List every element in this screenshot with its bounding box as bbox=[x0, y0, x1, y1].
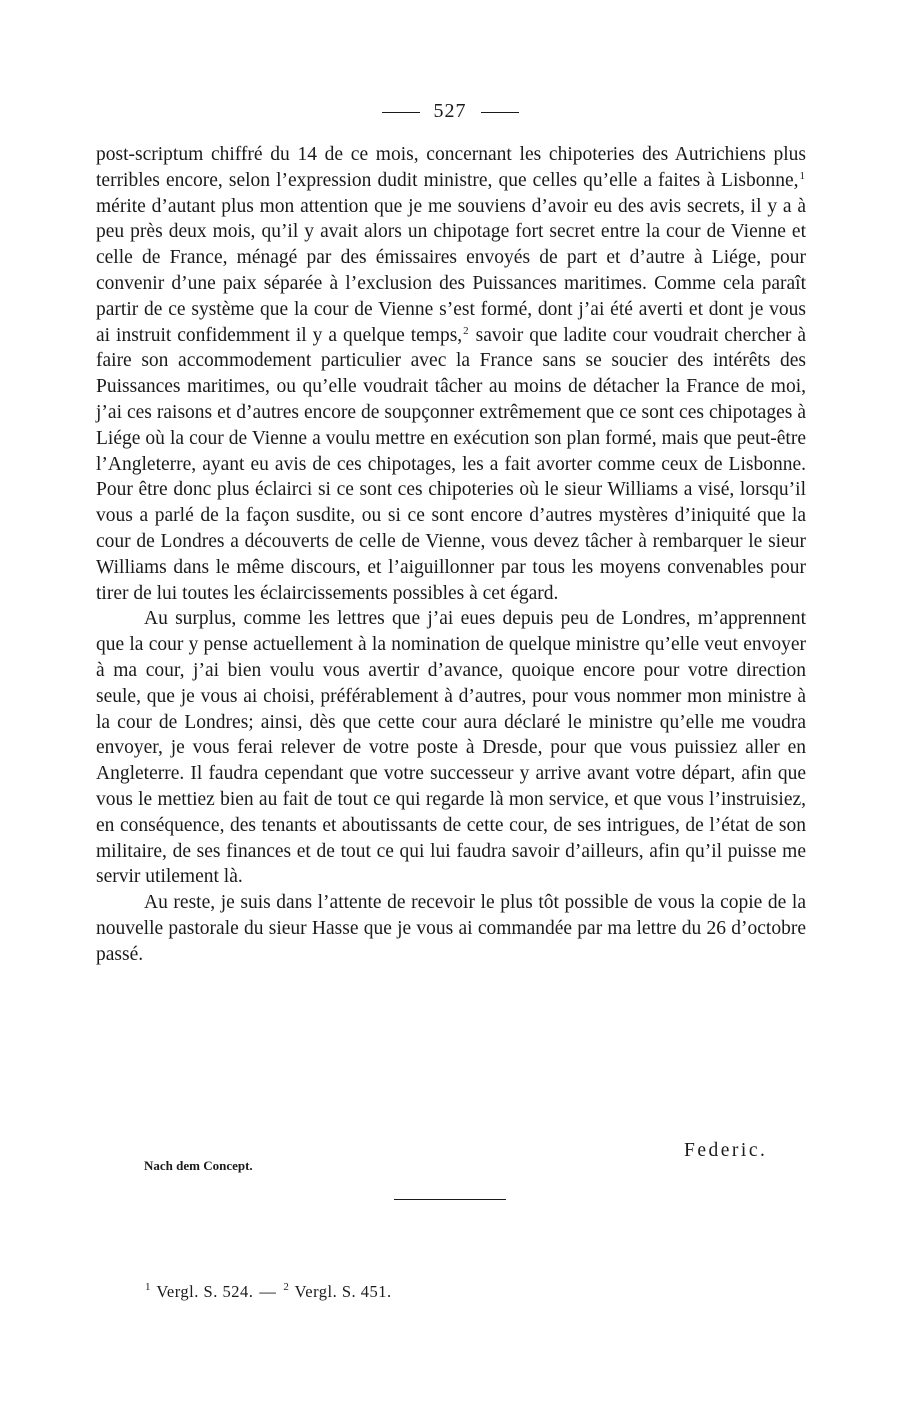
paragraph-text: post-scriptum chiffré du 14 de ce mois, concernant les chipoteries des Autrichiens plus terribles encore, selon l’expression dudit ministre, que celles qu’elle a faites à Lisbonne, bbox=[96, 144, 806, 191]
header-dash-right bbox=[481, 112, 519, 113]
footnotes bbox=[144, 1282, 392, 1302]
paragraph-text: savoir que ladite cour voudrait chercher à faire son accommodement particulier avec la France sans se soucier des intérêts des Puissances maritimes, ou qu’elle voudrait tâcher au moins de détacher la France de moi, j’ai ces raisons et d’autres encore de soupçonner extrêmement que ce sont ces chipotages à Liége où la cour de Vienne a voulu mettre en exécution son plan formé, mais que peut-être l’Angleterre, ayant eu avis de ces chipotages, les a fait avorter comme ceux de Lisbonne. Pour être donc plus éclairci si ce sont ces chipoteries où le sieur Williams a visé, lorsqu’il vous a parlé de la façon susdite, ou si ce sont encore d’autres mystères d’iniquité que la cour de Londres a découverts de celle de Vienne, vous devez tâcher à rembarquer le sieur Williams dans le même discours, et l’aiguillonner par tous les moyens convenables pour tirer de lui toutes les éclaircissements possibles à cet égard. bbox=[96, 324, 806, 604]
footnote-2 bbox=[282, 1282, 391, 1301]
footnote-text: Vergl. S. 451. bbox=[294, 1282, 392, 1301]
page-number: 527 bbox=[433, 100, 467, 122]
source-note: Nach dem Concept. bbox=[144, 1158, 253, 1173]
header-dash-left bbox=[382, 112, 420, 113]
footnote-marker: 2 bbox=[283, 1281, 290, 1293]
signature: Federic. bbox=[684, 1140, 768, 1161]
footnote-marker: 1 bbox=[145, 1281, 151, 1293]
paragraph bbox=[96, 890, 806, 967]
paragraph bbox=[96, 142, 806, 606]
footnote-reference: 1 bbox=[799, 169, 805, 182]
body-text bbox=[96, 142, 806, 968]
footnote-1 bbox=[144, 1282, 253, 1301]
paragraph-text: Au reste, je suis dans l’attente de recevoir le plus tôt possible de vous la copie de la nouvelle pastorale du sieur Hasse que je vous ai commandée par ma lettre du 26 d’octobre passé. bbox=[96, 892, 806, 965]
footnote-separator-rule bbox=[394, 1199, 506, 1200]
paragraph-text: mérite d’autant plus mon attention que je me souviens d’avoir eu des avis secrets, il y a à peu près deux mois, qu’il y avait alors un chipotage fort secret entre la cour de Vienne et celle de France, ménagé par des émissaires envoyés de part et d’autre à Liége, pour convenir d’une paix séparée à l’exclusion des Puissances maritimes. Comme cela paraît partir de ce système que la cour de Vienne s’est formé, dont j’ai été averti et dont je vous ai instruit confidemment il y a quelque temps, bbox=[96, 195, 806, 346]
footnote-reference: 2 bbox=[463, 324, 469, 337]
footnote-separator: — bbox=[259, 1282, 277, 1301]
page-number-header bbox=[0, 100, 900, 123]
footnote-text: Vergl. S. 524. bbox=[156, 1282, 254, 1301]
paragraph bbox=[96, 606, 806, 890]
paragraph-text: Au surplus, comme les lettres que j’ai eues depuis peu de Londres, m’apprennent que la cour y pense actuellement à la nomination de quelque ministre qu’elle veut envoyer à ma cour, j’ai bien voulu vous avertir d’avance, quoique encore pour votre direction seule, que je vous ai choisi, préférablement à d’autres, pour vous nommer mon ministre à la cour de Londres; ainsi, dès que cette cour aura déclaré le ministre qu’elle me voudra envoyer, je vous ferai relever de votre poste à Dresde, pour que vous puissiez aller en Angleterre. Il faudra cependant que votre successeur y arrive avant votre départ, afin que vous le mettiez bien au fait de tout ce qui regarde là mon service, et que vous l’instruisiez, en conséquence, des tenants et aboutissants de cette cour, de ses intrigues, de l’état de son militaire, de ses finances et de tout ce qui lui faudra savoir d’ailleurs, afin qu’il puisse me servir utilement là. bbox=[96, 608, 806, 888]
